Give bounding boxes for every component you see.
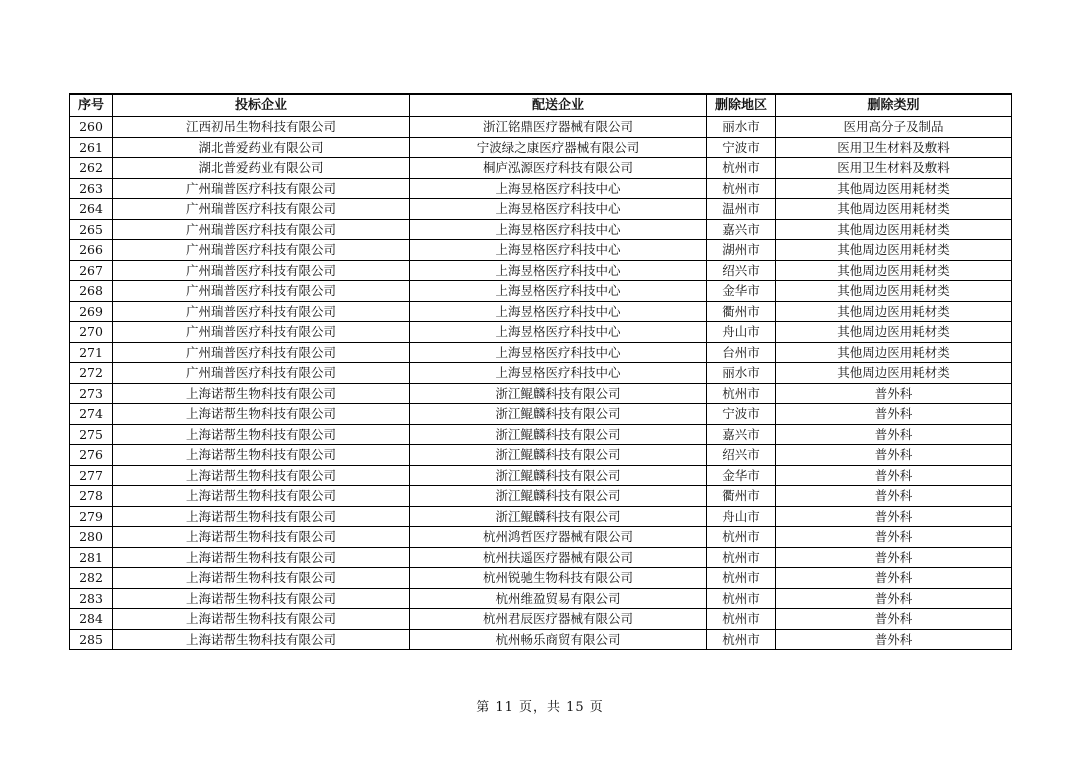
distribution-company: 杭州畅乐商贸有限公司 [410,629,707,650]
row-index: 265 [70,219,113,240]
row-index: 261 [70,137,113,158]
deleted-category: 其他周边医用耗材类 [776,281,1012,302]
bidding-company: 上海诺帮生物科技有限公司 [113,588,410,609]
deleted-region: 丽水市 [707,117,776,138]
table-row [70,465,1012,486]
row-index: 267 [70,260,113,281]
table-row [70,445,1012,466]
bidding-company: 广州瑞普医疗科技有限公司 [113,219,410,240]
table-row [70,609,1012,630]
table-row [70,301,1012,322]
table-header [70,94,1012,117]
header-distribution-company: 配送企业 [410,94,707,117]
deleted-category: 其他周边医用耗材类 [776,240,1012,261]
deletion-table [69,93,1012,650]
table-row [70,588,1012,609]
row-index: 262 [70,158,113,179]
distribution-company: 桐庐泓源医疗科技有限公司 [410,158,707,179]
deleted-region: 温州市 [707,199,776,220]
row-index: 263 [70,178,113,199]
table-row [70,383,1012,404]
deleted-category: 其他周边医用耗材类 [776,199,1012,220]
table-row [70,547,1012,568]
deleted-region: 杭州市 [707,527,776,548]
row-index: 284 [70,609,113,630]
bidding-company: 上海诺帮生物科技有限公司 [113,383,410,404]
row-index: 270 [70,322,113,343]
distribution-company: 上海昱格医疗科技中心 [410,219,707,240]
deleted-region: 绍兴市 [707,445,776,466]
deleted-category: 普外科 [776,629,1012,650]
table-row [70,240,1012,261]
deleted-region: 杭州市 [707,609,776,630]
distribution-company: 浙江鲲麟科技有限公司 [410,465,707,486]
table-row [70,342,1012,363]
row-index: 277 [70,465,113,486]
distribution-company: 宁波绿之康医疗器械有限公司 [410,137,707,158]
row-index: 281 [70,547,113,568]
deleted-category: 普外科 [776,588,1012,609]
deleted-category: 其他周边医用耗材类 [776,301,1012,322]
distribution-company: 上海昱格医疗科技中心 [410,363,707,384]
header-row [70,94,1012,117]
table-row [70,486,1012,507]
deleted-region: 宁波市 [707,137,776,158]
table-row [70,424,1012,445]
bidding-company: 上海诺帮生物科技有限公司 [113,568,410,589]
bidding-company: 广州瑞普医疗科技有限公司 [113,199,410,220]
row-index: 276 [70,445,113,466]
table-row [70,506,1012,527]
bidding-company: 上海诺帮生物科技有限公司 [113,506,410,527]
distribution-company: 上海昱格医疗科技中心 [410,322,707,343]
deleted-category: 其他周边医用耗材类 [776,363,1012,384]
bidding-company: 上海诺帮生物科技有限公司 [113,424,410,445]
bidding-company: 广州瑞普医疗科技有限公司 [113,363,410,384]
deleted-category: 其他周边医用耗材类 [776,219,1012,240]
row-index: 275 [70,424,113,445]
deleted-region: 湖州市 [707,240,776,261]
deleted-region: 杭州市 [707,158,776,179]
row-index: 264 [70,199,113,220]
deleted-region: 杭州市 [707,568,776,589]
row-index: 278 [70,486,113,507]
deleted-category: 普外科 [776,506,1012,527]
row-index: 283 [70,588,113,609]
deleted-region: 宁波市 [707,404,776,425]
deleted-region: 金华市 [707,465,776,486]
distribution-company: 浙江鲲麟科技有限公司 [410,404,707,425]
distribution-company: 浙江鲲麟科技有限公司 [410,445,707,466]
bidding-company: 广州瑞普医疗科技有限公司 [113,322,410,343]
distribution-company: 上海昱格医疗科技中心 [410,342,707,363]
bidding-company: 上海诺帮生物科技有限公司 [113,629,410,650]
bidding-company: 上海诺帮生物科技有限公司 [113,609,410,630]
distribution-company: 浙江鲲麟科技有限公司 [410,383,707,404]
deleted-region: 杭州市 [707,383,776,404]
table-row [70,199,1012,220]
row-index: 279 [70,506,113,527]
row-index: 268 [70,281,113,302]
header-deleted-region: 删除地区 [707,94,776,117]
table-row [70,629,1012,650]
header-index: 序号 [70,94,113,117]
table-row [70,137,1012,158]
deleted-category: 其他周边医用耗材类 [776,322,1012,343]
deleted-category: 普外科 [776,465,1012,486]
header-bidding-company: 投标企业 [113,94,410,117]
deleted-region: 杭州市 [707,629,776,650]
bidding-company: 广州瑞普医疗科技有限公司 [113,260,410,281]
deleted-category: 医用卫生材料及敷料 [776,137,1012,158]
bidding-company: 上海诺帮生物科技有限公司 [113,547,410,568]
distribution-company: 上海昱格医疗科技中心 [410,199,707,220]
deleted-category: 医用高分子及制品 [776,117,1012,138]
bidding-company: 广州瑞普医疗科技有限公司 [113,342,410,363]
deleted-region: 舟山市 [707,322,776,343]
table-row [70,158,1012,179]
deleted-category: 普外科 [776,547,1012,568]
deleted-region: 台州市 [707,342,776,363]
deleted-category: 普外科 [776,568,1012,589]
table-row [70,404,1012,425]
bidding-company: 广州瑞普医疗科技有限公司 [113,301,410,322]
deleted-category: 普外科 [776,404,1012,425]
bidding-company: 上海诺帮生物科技有限公司 [113,527,410,548]
distribution-company: 浙江铭鼎医疗器械有限公司 [410,117,707,138]
row-index: 274 [70,404,113,425]
deleted-category: 普外科 [776,609,1012,630]
row-index: 269 [70,301,113,322]
deleted-region: 衢州市 [707,486,776,507]
deleted-category: 其他周边医用耗材类 [776,260,1012,281]
bidding-company: 湖北普爱药业有限公司 [113,137,410,158]
distribution-company: 杭州扶遥医疗器械有限公司 [410,547,707,568]
distribution-company: 杭州君辰医疗器械有限公司 [410,609,707,630]
deleted-region: 丽水市 [707,363,776,384]
bidding-company: 广州瑞普医疗科技有限公司 [113,281,410,302]
deleted-category: 普外科 [776,383,1012,404]
table-row [70,117,1012,138]
table-row [70,363,1012,384]
distribution-company: 浙江鲲麟科技有限公司 [410,424,707,445]
bidding-company: 广州瑞普医疗科技有限公司 [113,178,410,199]
bidding-company: 上海诺帮生物科技有限公司 [113,445,410,466]
row-index: 271 [70,342,113,363]
distribution-company: 上海昱格医疗科技中心 [410,281,707,302]
row-index: 266 [70,240,113,261]
distribution-company: 浙江鲲麟科技有限公司 [410,506,707,527]
deleted-category: 普外科 [776,527,1012,548]
bidding-company: 上海诺帮生物科技有限公司 [113,465,410,486]
row-index: 282 [70,568,113,589]
distribution-company: 上海昱格医疗科技中心 [410,240,707,261]
deleted-region: 绍兴市 [707,260,776,281]
bidding-company: 上海诺帮生物科技有限公司 [113,404,410,425]
deleted-region: 嘉兴市 [707,219,776,240]
bidding-company: 湖北普爱药业有限公司 [113,158,410,179]
deleted-region: 杭州市 [707,547,776,568]
deleted-category: 普外科 [776,486,1012,507]
header-deleted-category: 删除类别 [776,94,1012,117]
table-row [70,527,1012,548]
distribution-company: 杭州维盈贸易有限公司 [410,588,707,609]
table-row [70,322,1012,343]
table-row [70,219,1012,240]
distribution-company: 上海昱格医疗科技中心 [410,301,707,322]
deleted-region: 衢州市 [707,301,776,322]
row-index: 272 [70,363,113,384]
row-index: 280 [70,527,113,548]
deleted-category: 其他周边医用耗材类 [776,342,1012,363]
deleted-region: 杭州市 [707,588,776,609]
deleted-category: 普外科 [776,424,1012,445]
bidding-company: 广州瑞普医疗科技有限公司 [113,240,410,261]
distribution-company: 浙江鲲麟科技有限公司 [410,486,707,507]
table-row [70,178,1012,199]
row-index: 260 [70,117,113,138]
deleted-region: 金华市 [707,281,776,302]
deleted-category: 医用卫生材料及敷料 [776,158,1012,179]
table-body [70,117,1012,650]
deleted-category: 普外科 [776,445,1012,466]
deleted-category: 其他周边医用耗材类 [776,178,1012,199]
distribution-company: 杭州锐驰生物科技有限公司 [410,568,707,589]
bidding-company: 上海诺帮生物科技有限公司 [113,486,410,507]
deleted-region: 舟山市 [707,506,776,527]
table-row [70,260,1012,281]
distribution-company: 上海昱格医疗科技中心 [410,178,707,199]
bidding-company: 江西初吊生物科技有限公司 [113,117,410,138]
table-row [70,568,1012,589]
deleted-region: 杭州市 [707,178,776,199]
deleted-region: 嘉兴市 [707,424,776,445]
row-index: 273 [70,383,113,404]
table-row [70,281,1012,302]
distribution-company: 杭州鸿哲医疗器械有限公司 [410,527,707,548]
row-index: 285 [70,629,113,650]
distribution-company: 上海昱格医疗科技中心 [410,260,707,281]
page-indicator: 第 11 页，共 15 页 [476,700,604,715]
